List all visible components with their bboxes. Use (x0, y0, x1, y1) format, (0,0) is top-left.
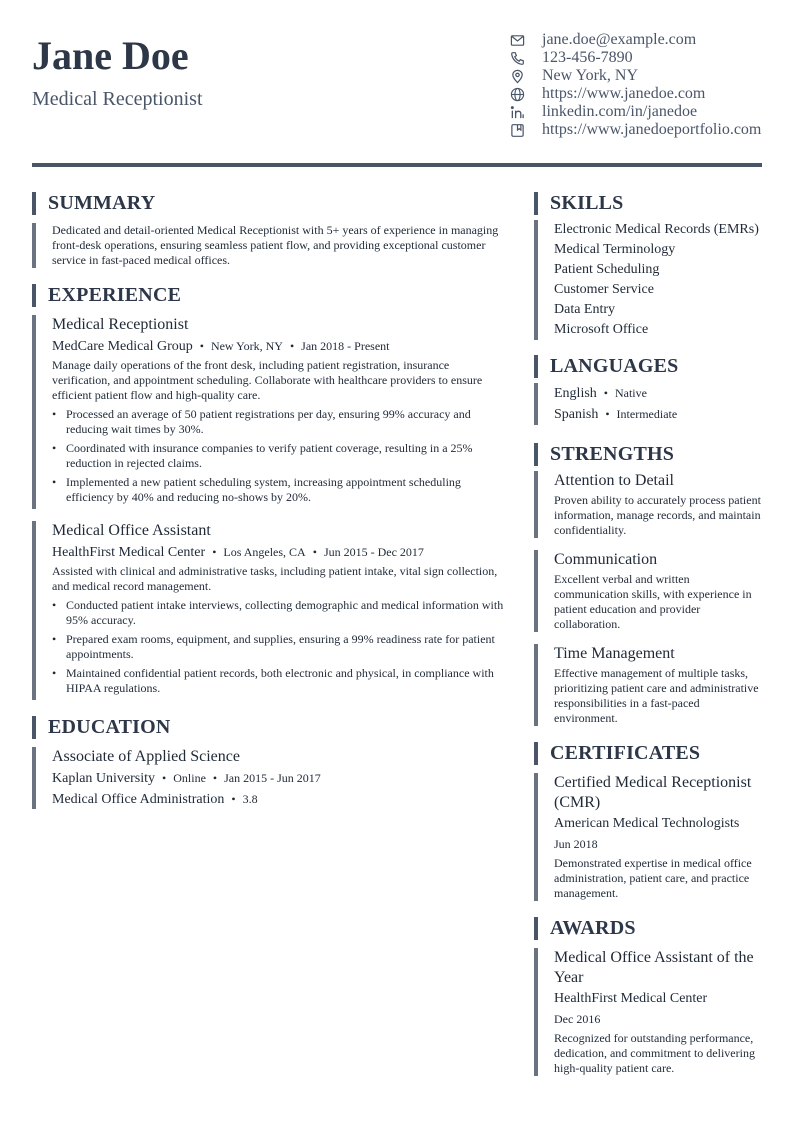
education-meta: Kaplan University • Online • Jan 2015 - Jun 2017 (52, 771, 321, 786)
contact-website[interactable] (509, 85, 769, 103)
certificate-date: Jun 2018 (554, 837, 598, 851)
portfolio-icon (509, 122, 526, 139)
header-divider (32, 163, 762, 167)
job-bullets (52, 407, 510, 505)
skill-item: Electronic Medical Records (EMRs) (554, 222, 759, 237)
contact-phone[interactable] (509, 49, 769, 67)
contact-location-text: New York, NY (542, 67, 639, 84)
job-bullet: • Maintained confidential patient records, both electronic and physical, in compliance with HIPAA regulations. (52, 666, 510, 696)
strength-title: Time Management (554, 645, 675, 662)
skills-heading: SKILLS (534, 192, 764, 215)
candidate-name: Jane Doe (32, 33, 189, 78)
job-bullets (52, 598, 510, 696)
skill-item: Data Entry (554, 302, 616, 317)
job-meta: MedCare Medical Group • New York, NY • Jan 2018 - Present (52, 339, 390, 354)
skill-item: Patient Scheduling (554, 262, 660, 277)
languages-heading: LANGUAGES (534, 355, 764, 378)
certificates-section (534, 742, 764, 901)
job-bullet: • Processed an average of 50 patient registrations per day, ensuring 99% accuracy and reducing wait times by 30%. (52, 407, 510, 437)
job-bullet: • Implemented a new patient scheduling system, increasing appointment scheduling efficiency by 40% and reducing no-shows by 20%. (52, 475, 510, 505)
email-icon (509, 32, 526, 49)
skill-item: Microsoft Office (554, 322, 649, 337)
summary-section (32, 192, 510, 268)
skills-list (534, 220, 764, 340)
contact-list (509, 31, 769, 139)
contact-portfolio[interactable] (509, 121, 769, 139)
strength-entry (534, 550, 764, 632)
job-bullet: • Conducted patient intake interviews, collecting demographic and medical information with 95% accuracy. (52, 598, 510, 628)
right-column (534, 192, 764, 1076)
job-company: HealthFirst Medical Center (52, 545, 206, 560)
strength-text: Proven ability to accurately process patient information, manage records, and maintain confidentiality. (554, 493, 761, 537)
globe-icon (509, 86, 526, 103)
skills-section (534, 192, 764, 340)
strength-text: Effective management of multiple tasks, prioritizing patient care and administrative responsibilities in a fast-paced environment. (554, 666, 759, 725)
job-company: MedCare Medical Group (52, 339, 193, 354)
contact-phone-text: 123-456-7890 (542, 49, 633, 66)
strength-entry (534, 471, 764, 538)
education-section (32, 716, 510, 809)
awards-section (534, 917, 764, 1076)
education-heading: EDUCATION (32, 716, 510, 739)
contact-email[interactable] (509, 31, 769, 49)
certificate-issuer: American Medical Technologists (554, 816, 740, 831)
certificate-entry (534, 773, 764, 901)
resume-header (32, 30, 762, 142)
languages-list (534, 383, 764, 425)
education-field: Medical Office Administration (52, 792, 225, 807)
job-title: Medical Receptionist (52, 316, 189, 333)
phone-icon (509, 50, 526, 67)
job-dates: Jun 2015 - Dec 2017 (323, 545, 424, 559)
language-level: Native (614, 386, 647, 400)
experience-section (32, 284, 510, 700)
language-item: Spanish • Intermediate (554, 407, 678, 422)
education-entry (32, 747, 510, 809)
candidate-title: Medical Receptionist (32, 88, 203, 110)
strengths-section (534, 443, 764, 726)
strength-title: Attention to Detail (554, 472, 674, 489)
award-entry (534, 948, 764, 1076)
language-name: English (554, 386, 597, 401)
awards-heading: AWARDS (534, 917, 764, 940)
education-field-line: Medical Office Administration • 3.8 (52, 792, 258, 807)
language-item: English • Native (554, 386, 647, 401)
strength-title: Communication (554, 551, 658, 568)
linkedin-icon (509, 104, 526, 121)
certificate-title: Certified Medical Receptionist (CMR) (554, 774, 752, 811)
award-title: Medical Office Assistant of the Year (554, 949, 754, 986)
experience-entry (32, 521, 510, 700)
contact-website-text: https://www.janedoe.com (542, 85, 706, 102)
job-meta: HealthFirst Medical Center • Los Angeles, CA • Jun 2015 - Dec 2017 (52, 545, 424, 560)
education-location: Online (173, 771, 206, 785)
award-issuer: HealthFirst Medical Center (554, 991, 708, 1006)
contact-linkedin-text: linkedin.com/in/janedoe (542, 103, 698, 120)
summary-body (32, 223, 510, 268)
left-column (32, 192, 510, 809)
job-location: Los Angeles, CA (223, 545, 306, 559)
summary-text: Dedicated and detail-oriented Medical Receptionist with 5+ years of experience in managing front-desk operations, ensuring seamless patient flow, and providing exceptional customer service in fast-paced medical offices. (52, 223, 499, 267)
job-location: New York, NY (210, 339, 283, 353)
job-description: Manage daily operations of the front desk, including patient registration, insurance verification, and appointment scheduling. Collaborate with healthcare providers to ensure efficient patient flow and high-quality care. (52, 358, 483, 402)
job-bullet: • Prepared exam rooms, equipment, and supplies, ensuring a 99% readiness rate for patient appointments. (52, 632, 510, 662)
strength-entry (534, 644, 764, 726)
skill-item: Customer Service (554, 282, 654, 297)
award-text: Recognized for outstanding performance, dedication, and commitment to delivering high-quality patient care. (554, 1031, 755, 1075)
job-bullet: • Coordinated with insurance companies to verify patient coverage, resulting in a 25% reduction in rejected claims. (52, 441, 510, 471)
certificate-text: Demonstrated expertise in medical office administration, patient care, and practice management. (554, 856, 752, 900)
experience-heading: EXPERIENCE (32, 284, 510, 307)
skill-item: Medical Terminology (554, 242, 676, 257)
languages-section (534, 355, 764, 425)
language-name: Spanish (554, 407, 599, 422)
contact-location (509, 67, 769, 85)
education-dates: Jan 2015 - Jun 2017 (224, 771, 321, 785)
contact-portfolio-text: https://www.janedoeportfolio.com (542, 121, 762, 138)
job-dates: Jan 2018 - Present (301, 339, 390, 353)
strengths-heading: STRENGTHS (534, 443, 764, 466)
experience-entry (32, 315, 510, 509)
strength-text: Excellent verbal and written communication skills, with experience in patient education and provider collaboration. (554, 572, 752, 631)
job-description: Assisted with clinical and administrative tasks, including patient intake, vital sign collection, and medical record management. (52, 564, 498, 593)
award-date: Dec 2016 (554, 1012, 601, 1026)
education-school: Kaplan University (52, 771, 156, 786)
location-pin-icon (509, 68, 526, 85)
contact-linkedin[interactable] (509, 103, 769, 121)
education-gpa: 3.8 (242, 792, 258, 806)
summary-heading: SUMMARY (32, 192, 510, 215)
language-level: Intermediate (616, 407, 678, 421)
contact-email-text: jane.doe@example.com (542, 31, 697, 48)
education-degree: Associate of Applied Science (52, 748, 240, 765)
certificates-heading: CERTIFICATES (534, 742, 764, 765)
job-title: Medical Office Assistant (52, 522, 211, 539)
